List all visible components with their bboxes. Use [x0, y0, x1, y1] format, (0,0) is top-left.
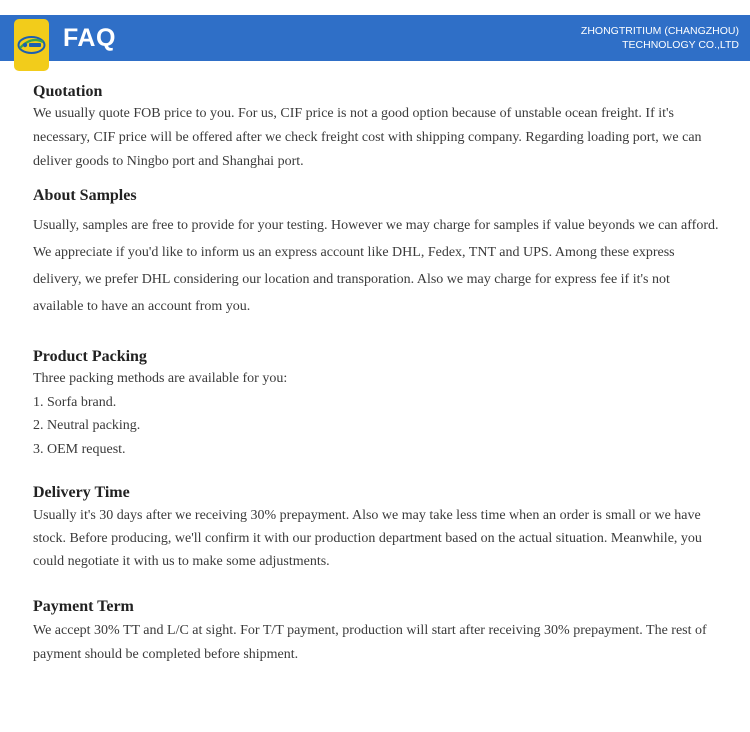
company-logo-icon [14, 19, 49, 71]
page-title: FAQ [63, 24, 116, 52]
section-body: Usually, samples are free to provide for your testing. However we may charge for samples if value beyonds we can afford. We appreciate if you'd like to inform us an express account like DHL, Fedex, TNT and UPS. Among these express delivery, we prefer DHL considering our location and transporation. Also we may charge for express fee if it's not available to have an account from you. [33, 218, 719, 314]
company-name [581, 24, 739, 52]
faq-section-samples [33, 186, 723, 320]
company-name-line2: TECHNOLOGY CO.,LTD [622, 39, 739, 51]
company-name-line1: ZHONGTRITIUM (CHANGZHOU) [580, 25, 739, 37]
section-heading: Quotation [33, 83, 103, 100]
section-heading: About Samples [33, 187, 137, 204]
faq-section-payment [33, 597, 723, 667]
faq-section-packing [33, 347, 723, 461]
faq-section-delivery [33, 483, 723, 573]
section-heading: Delivery Time [33, 484, 130, 501]
section-heading: Product Packing [33, 348, 147, 365]
section-intro: Three packing methods are available for you: [33, 371, 288, 386]
section-heading: Payment Term [33, 598, 134, 615]
list-item: 2. Neutral packing. [33, 418, 141, 433]
section-body: We accept 30% TT and L/C at sight. For T/T payment, production will start after receiving 30% prepayment. The rest of payment should be completed before shipment. [33, 623, 707, 662]
section-body: We usually quote FOB price to you. For us, CIF price is not a good option because of unstable ocean freight. If it's necessary, CIF price will be offered after we check freight cost with shipping company. Regarding loading port, we can deliver goods to Ningbo port and Shanghai port. [33, 106, 702, 169]
list-item: 3. OEM request. [33, 441, 126, 457]
list-item: 1. Sorfa brand. [33, 394, 117, 410]
faq-section-quotation [33, 82, 723, 174]
header-banner [0, 15, 750, 61]
section-body: Usually it's 30 days after we receiving 30% prepayment. Also we may take less time when an order is small or we have stock. Before producing, we'll confirm it with our production department based on the actual situation. Meanwhile, you could negotiate it with us to make some adjustments. [33, 508, 702, 569]
